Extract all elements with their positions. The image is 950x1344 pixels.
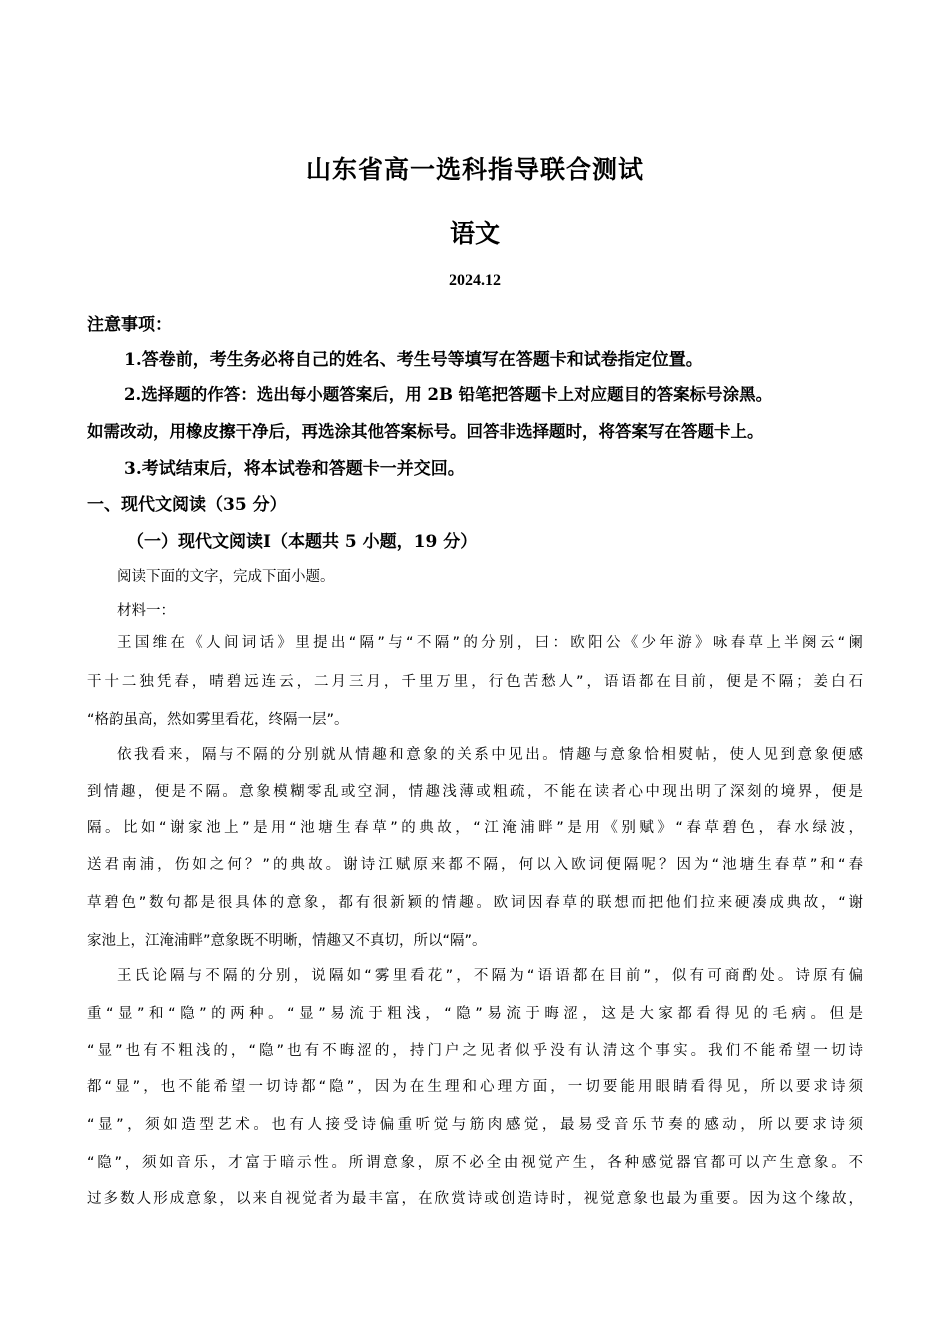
passage-line: 到情趣，便是不隔。意象模糊零乱或空洞，情趣浅薄或粗疏，不能在读者心中现出明了深刻的境界，便是	[87, 784, 863, 800]
passage-line: “显”也有不粗浅的，“隐”也有不晦涩的，持门户之见者似乎没有认清这个事实。我们不能希望一切诗	[87, 1043, 863, 1059]
notice-item-2-line-1: 2.选择题的作答：选出每小题答案后，用 2B 铅笔把答题卡上对应题目的答案标号涂黑。	[124, 385, 773, 404]
passage-line: 隔。比如“谢家池上”是用“池塘生春草”的典故，“江淹浦畔”是用《别赋》“春草碧色，春水绿波，	[87, 820, 863, 836]
passage-line: “显”，须如造型艺术。也有人接受诗偏重听觉与筋肉感觉，最易受音乐节奏的感动，所以要求诗须	[87, 1117, 863, 1133]
notice-heading: 注意事项：	[87, 315, 172, 335]
subsection-heading: （一）现代文阅读Ⅰ（本题共 5 小题，19 分）	[127, 532, 478, 552]
passage-line: 干十二独凭春，晴碧远连云，二月三月，千里万里，行色苦愁人”，语语都在目前，便是不隔；姜白石	[87, 674, 863, 690]
passage-line: 王氏论隔与不隔的分别，说隔如“雾里看花”，不隔为“语语都在目前”，似有可商酌处。诗原有偏	[117, 968, 863, 984]
notice-item-2-line-2: 如需改动，用橡皮擦干净后，再选涂其他答案标号。回答非选择题时，将答案写在答题卡上。	[87, 422, 764, 441]
material-label: 材料一：	[117, 603, 175, 619]
notice-item-1: 1.答卷前，考生务必将自己的姓名、考生号等填写在答题卡和试卷指定位置。	[124, 350, 703, 370]
passage-line: “隐”，须如音乐，才富于暗示性。所谓意象，原不必全由视觉产生，各种感觉器官都可以产生意象。不	[87, 1155, 863, 1171]
notice-item-3: 3.考试结束后，将本试卷和答题卡一并交回。	[124, 459, 465, 479]
passage-line: “格韵虽高，然如雾里看花，终隔一层”。	[87, 712, 349, 728]
passage-line: 重“显”和“隐”的两种。“显”易流于粗浅，“隐”易流于晦涩，这是大家都看得见的毛病。但是	[87, 1006, 863, 1022]
passage-line: 过多数人形成意象，以来自视觉者为最丰富，在欣赏诗或创造诗时，视觉意象也最为重要。因为这个缘故，	[87, 1191, 863, 1207]
subject-title: 语文	[449, 219, 500, 248]
reading-instruction: 阅读下面的文字，完成下面小题。	[117, 569, 335, 585]
exam-date: 2024.12	[449, 272, 501, 289]
section-heading: 一、现代文阅读（35 分）	[87, 495, 287, 515]
passage-line: 送君南浦，伤如之何？”的典故。谢诗江赋原来都不隔，何以入欧词便隔呢？因为“池塘生春草”和“春	[87, 857, 863, 873]
passage-line: 王国维在《人间词话》里提出“隔”与“不隔”的分别，曰：欧阳公《少年游》咏春草上半阕云“阑	[117, 635, 863, 651]
passage-line: 家池上，江淹浦畔”意象既不明晰，情趣又不真切，所以“隔”。	[87, 933, 487, 949]
passage-line: 草碧色”数句都是很具体的意象，都有很新颖的情趣。欧词因春草的联想而把他们拉来硬凑成典故，“谢	[87, 895, 863, 911]
exam-title: 山东省高一选科指导联合测试	[305, 155, 644, 184]
passage-line: 都“显”，也不能希望一切诗都“隐”，因为在生理和心理方面，一切要能用眼睛看得见，所以要求诗须	[87, 1079, 863, 1095]
passage-line: 依我看来，隔与不隔的分别就从情趣和意象的关系中见出。情趣与意象恰相熨帖，使人见到意象便感	[117, 747, 863, 763]
